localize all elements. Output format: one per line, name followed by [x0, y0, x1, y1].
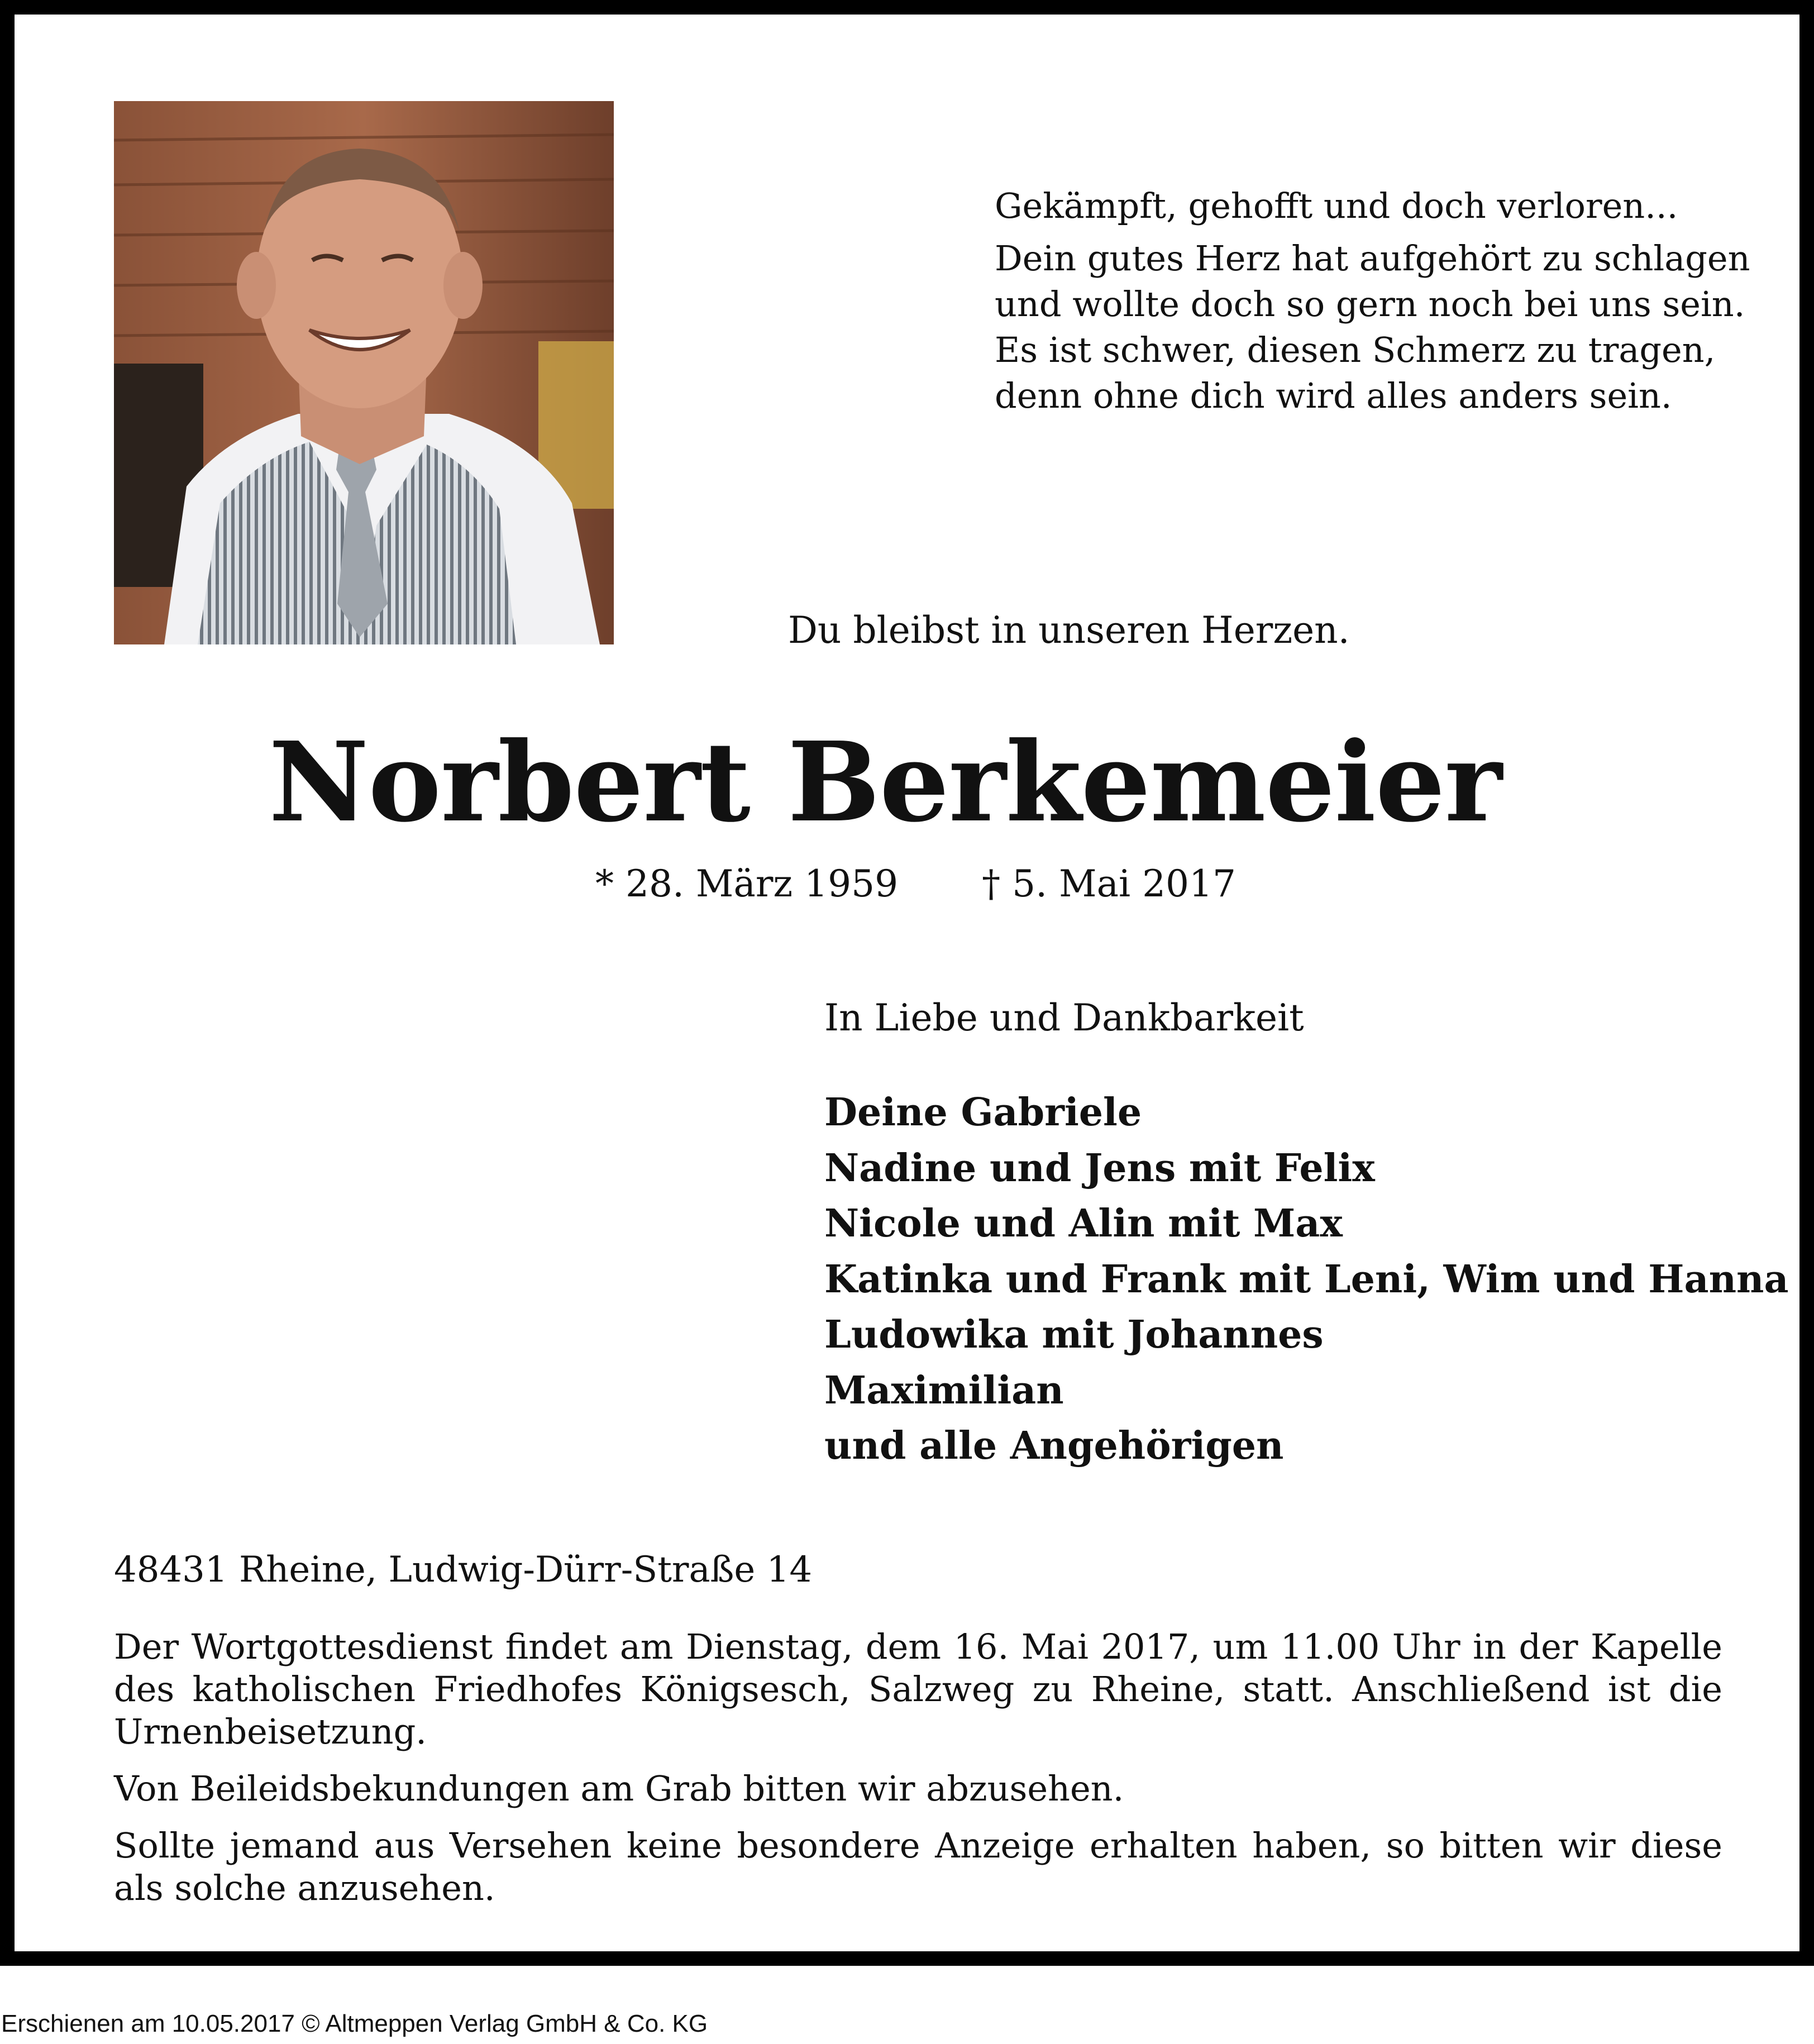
poem-first-line: Gekämpft, gehofft und doch verloren... [995, 185, 1678, 226]
deceased-name-text: Norbert Berkemeier [269, 718, 1502, 847]
death-date: † 5. Mai 2017 [982, 862, 1237, 905]
poem-line: Es ist schwer, diesen Schmerz zu tragen, [995, 329, 1716, 370]
publication-footer: Erschienen am 10.05.2017 © Altmeppen Verlag GmbH & Co. KG [1, 2010, 708, 2037]
portrait-photo [114, 101, 614, 644]
poem-stanza [995, 236, 1777, 419]
funeral-notice [114, 1626, 1722, 1924]
condolence-notice: Von Beileidsbekundungen am Grab bitten wir abzusehen. [114, 1768, 1124, 1809]
poem-line: und wollte doch so gern noch bei uns sein. [995, 284, 1745, 324]
family-member: Nicole und Alin mit Max [824, 1201, 1343, 1246]
deceased-name [15, 718, 1814, 847]
poem-line: Dein gutes Herz hat aufgehört zu schlagen [995, 238, 1750, 279]
family-member: Ludowika mit Johannes [824, 1312, 1324, 1357]
life-dates [595, 859, 1236, 909]
family-member: Deine Gabriele [824, 1090, 1142, 1135]
family-member: und alle Angehörigen [824, 1424, 1284, 1468]
family-member: Katinka und Frank mit Leni, Wim und Hanna [824, 1257, 1789, 1302]
family-member: Maximilian [824, 1368, 1064, 1413]
poem-line: denn ohne dich wird alles anders sein. [995, 375, 1672, 416]
poem [995, 183, 1777, 419]
birth-date: * 28. März 1959 [595, 862, 899, 905]
address: 48431 Rheine, Ludwig-Dürr-Straße 14 [114, 1549, 813, 1591]
announcement-notice: Sollte jemand aus Versehen keine besondere Anzeige erhalten haben, so bitten wir diese als solche anzusehen. [114, 1825, 1722, 1908]
portrait-photo-image [114, 101, 614, 644]
family-list [824, 1085, 1789, 1474]
family-member: Nadine und Jens mit Felix [824, 1145, 1375, 1191]
thanks-line: In Liebe und Dankbarkeit [824, 996, 1304, 1039]
service-notice: Der Wortgottesdienst findet am Dienstag, dem 16. Mai 2017, um 11.00 Uhr in der Kapelle des katholischen Friedhofes Königsesch, Salzweg zu Rheine, statt. Anschließend ist die Urnenbeisetzung. [114, 1626, 1722, 1752]
motto: Du bleibst in unseren Herzen. [788, 609, 1350, 652]
